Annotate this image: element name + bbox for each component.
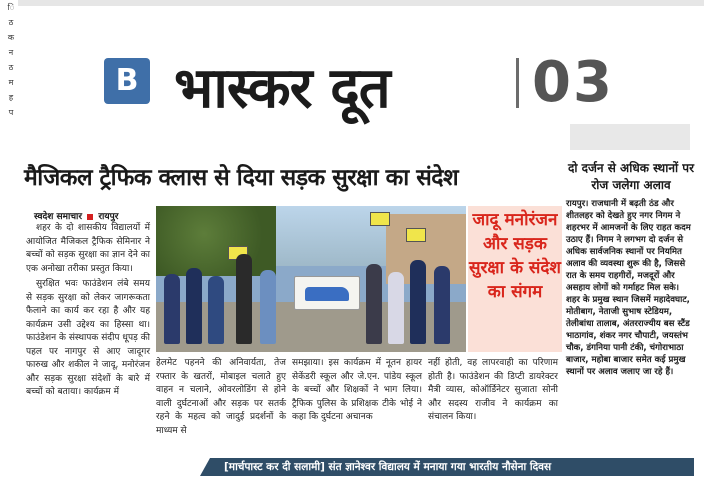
strip-char: ह bbox=[8, 93, 14, 102]
strip-char: न bbox=[8, 48, 14, 57]
banner-corner bbox=[200, 458, 210, 476]
strip-char: ठ bbox=[8, 63, 14, 72]
byline-source: स्वदेश समाचार bbox=[34, 212, 83, 222]
article-column-4: नहीं होती, वह लापरवाही का परिणाम होती है। फाउंडेशन की डिप्टी डायरेक्टर मैत्री व्यास, कोऑर्डिनेटर सुजाता सोनी और सदस्य राजीव ने कार्यक्रम का संचालन किया। bbox=[428, 358, 558, 422]
side-story-title: दो दर्जन से अधिक स्थानों पर रोज जलेगा अलाव bbox=[568, 161, 694, 192]
left-margin-strip bbox=[4, 0, 18, 140]
side-story-body: रायपुर। राजधानी में बढ़ती ठंड और शीतलहर को देखते हुए नगर निगम ने शहरभर में आमजनों के लिए राहत कदम उठाए हैं। निगम ने लगभग दो दर्जन से अधिक सार्वजनिक स्थानों पर नियमित अलाव की व्यवस्था शुरू की है, जिससे रात के समय राहगीरों, मजदूरों और असहाय लोगों को गर्माहट मिल सके। शहर के प्रमुख स्थान जिसमें महादेवघाट, मोतीबाग, नेताजी सुभाष स्टेडियम, तेलीबांधा तालाब, अंतरराज्यीय बस स्टैंड भाठागांव, शंकर नगर चौपाटी, जयस्तंभ चौक, डंगनिया पानी टंकी, चंगोराभाठा बाजार, महोबा बाजार समेत कई प्रमुख स्थानों पर अलाव जलाए जा रहे हैं। bbox=[566, 199, 691, 377]
strip-char: प bbox=[8, 108, 14, 117]
article-column-1 bbox=[26, 222, 150, 402]
byline bbox=[34, 209, 118, 222]
byline-square-icon bbox=[87, 214, 93, 220]
article-column-3: समझाया। इस कार्यक्रम में नूतन हायर सेकेंडरी स्कूल और जे.एन. पांडेय स्कूल के बच्चों और शिक्षकों ने भाग लिया। ट्रैफिक पुलिस के प्रशिक्षक टीके भोई ने कहा कि दुर्घटना अचानक bbox=[292, 358, 422, 422]
page-number: 03 bbox=[532, 50, 614, 115]
byline-place: रायपुर bbox=[98, 212, 119, 222]
bottom-news-banner: [मार्चपास्ट कर दी सलामी] संत ज्ञानेश्वर विद्यालय में मनाया गया भारतीय नौसेना दिवस bbox=[200, 458, 694, 476]
masthead-separator bbox=[516, 58, 519, 108]
article-headline: मैजिकल ट्रैफिक क्लास से दिया सड़क सुरक्षा का संदेश bbox=[24, 165, 459, 191]
pull-quote: जादू मनोरंजन और सड़क सुरक्षा के संदेश का संगम bbox=[468, 206, 562, 352]
strip-char: क bbox=[7, 33, 15, 42]
article-paragraph: सुरक्षित भवः फाउंडेशन लंबे समय से सड़क सुरक्षा को लेकर जागरूकता फैलाने का कार्य कर रहा है और यह कार्यक्रम उसी उद्देश्य का हिस्सा था। फाउंडेशन के संस्थापक संदीप धूपड़ की पहल पर नागपुर से आए जादूगर फारुख और शकील ने जादू, मनोरंजन और सड़क सुरक्षा संदेशों के बारे में बच्चों को बताया। कार्यक्रम में bbox=[26, 279, 150, 397]
strip-char: ि bbox=[7, 3, 15, 12]
strip-char: ठ bbox=[8, 18, 14, 27]
article-photo bbox=[156, 206, 466, 352]
right-rule bbox=[570, 124, 690, 150]
article-paragraph: शहर के दो शासकीय विद्यालयों में आयोजित मैजिकल ट्रैफिक सेमिनार ने बच्चों को सड़क सुरक्षा का ज्ञान देने का एक अनोखा तरीका प्रस्तुत किया। bbox=[26, 223, 150, 274]
road-safety-banner bbox=[294, 276, 360, 310]
article-column-2: हेलमेट पहनने की अनिवार्यता, तेज रफ्तार के खतरों, मोबाइल चलाते हुए वाहन न चलाने, ओवरलोडिंग से होने वाली दुर्घटनाओं और सड़क पर सतर्क रहने के महत्व को जादुई प्रदर्शनों के माध्यम से bbox=[156, 358, 286, 436]
strip-char: म bbox=[8, 78, 14, 87]
masthead bbox=[80, 40, 624, 120]
bhaskar-logo: B bbox=[104, 58, 150, 104]
masthead-title: भास्कर दूत bbox=[174, 56, 390, 121]
top-rule bbox=[18, 0, 704, 6]
